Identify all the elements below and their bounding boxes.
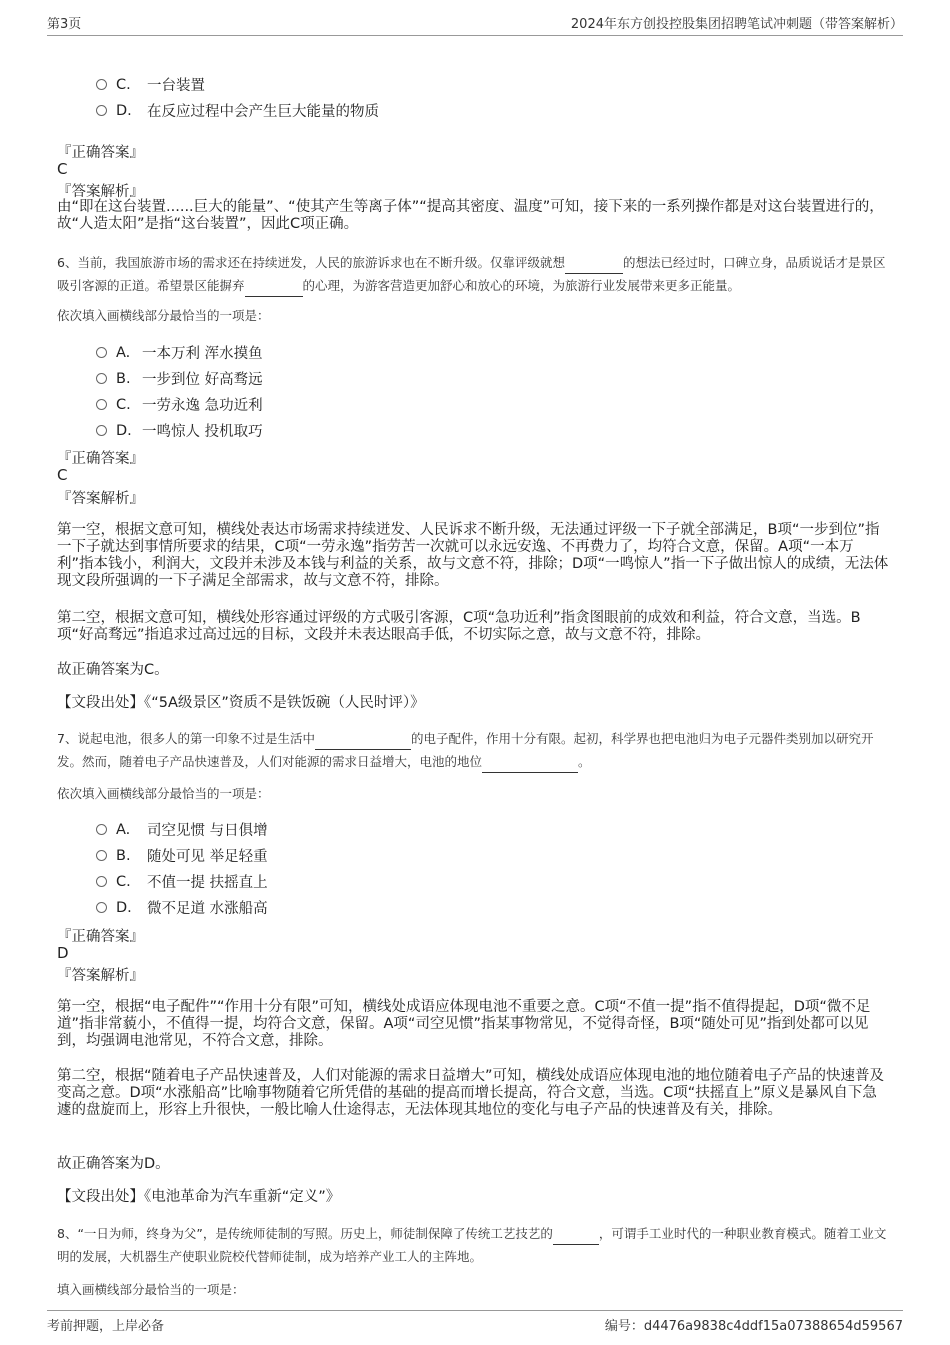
radio-icon[interactable] [96,902,107,913]
q8-blank-1 [553,1229,599,1245]
q6-analysis-label: 『答案解析』 [57,491,144,507]
radio-icon[interactable] [96,824,107,835]
radio-icon[interactable] [96,373,107,384]
q6-analysis-para-2: 第二空，根据文意可知，横线处形容通过评级的方式吸引客源，C项“急功近利”指贪图眼前的成效和利益，符合文意，当选。B项“好高骛远”指追求过高过远的目标，文段并未表达眼高手低，不切实际之意，故与文意不符，排除。 [57,610,861,643]
q7-analysis-para-1: 第一空，根据“电子配件”“作用十分有限”可知，横线处成语应体现电池不重要之意。C项“不值一提”指不值得提起，D项“微不足道”指非常藐小，不值得一提，均符合文意，保留。A项“司空见惯”指某事物常见，不觉得奇怪，B项“随处可见”指到处都可以见到，均强调电池常见，不符合文意，排除。 [57,999,871,1049]
page-number: 第3页 [47,17,82,32]
q6-question: 6、当前，我国旅游市场的需求还在持续迸发，人民的旅游诉求也在不断升级。仅靠评级就想 的想法已经过时，口碑立身，品质说话才是景区吸引客源的正道。希望景区能摒弃 的心理，为游客营造更加舒心和放心的环境，为旅游行业发展带来更多正能量。 [57,251,893,297]
q5-answer-label: 『正确答案』 [57,145,144,161]
q7-blank-2 [482,757,578,773]
q6-blank-1 [565,258,623,274]
q6-analysis-para-1: 第一空，根据文意可知，横线处表达市场需求持续迸发、人民诉求不断升级，无法通过评级一下子就全部满足，B项“一步到位”指一下子就达到事情所要求的结果，C项“一劳永逸”指劳苦一次就可以永远安逸、不再费力了，均符合文意，保留。A项“一本万利”指本钱小，利润大，文段并未涉及本钱与利益的关系，故与文意不符，排除；D项“一鸣惊人”指一下子做出惊人的成绩，无法体现文段所强调的一下子满足全部需求，故与文意不符，排除。 [57,522,889,589]
q6-blank-2 [245,281,303,297]
q6-conclusion: 故正确答案为C。 [57,662,169,678]
q7-instruction: 依次填入画横线部分最恰当的一项是： [57,786,270,801]
q6-option-d[interactable]: D. 一鸣惊人 投机取巧 [96,420,263,441]
q7-question: 7、说起电池，很多人的第一印象不过是生活中 的电子配件，作用十分有限。起初，科学界也把电池归为电子元器件类别加以研究开发。然而，随着电子产品快速普及，人们对能源的需求日益增大，电池的地位 。 [57,727,893,773]
q6-option-b[interactable]: B. 一步到位 好高骛远 [96,368,263,389]
q5-option-d[interactable]: D. 在反应过程中会产生巨大能量的物质 [96,100,379,121]
q5-analysis: 由“即在这台装置......巨大的能量”、“使其产生等离子体”“提高其密度、温度”可知，接下来的一系列操作都是对这台装置进行的，故“人造太阳”是指“这台装置”，因此C项正确。 [57,199,884,232]
footer-slogan: 考前押题，上岸必备 [47,1319,165,1334]
q6-answer: C [57,466,68,484]
page-footer [47,1310,903,1333]
document-code: 编号：d4476a9838c4ddf15a07388654d59567 [604,1319,903,1334]
radio-icon[interactable] [96,105,107,116]
q7-conclusion: 故正确答案为D。 [57,1156,170,1172]
q7-source: 【文段出处】《电池革命为汽车重新“定义”》 [57,1189,341,1205]
radio-icon[interactable] [96,850,107,861]
q6-instruction: 依次填入画横线部分最恰当的一项是： [57,308,270,323]
document-title: 2024年东方创投控股集团招聘笔试冲刺题（带答案解析） [570,17,903,32]
q5-analysis-label: 『答案解析』 [57,184,144,200]
q7-blank-1 [315,734,411,750]
radio-icon[interactable] [96,399,107,410]
q7-analysis-para-2: 第二空，根据“随着电子产品快速普及，人们对能源的需求日益增大”可知，横线处成语应体现电池的地位随着电子产品的快速普及变高之意。D项“水涨船高”比喻事物随着它所凭借的基础的提高而增长提高，符合文意，当选。C项“扶摇直上”原义是暴风自下急遽的盘旋而上，形容上升很快，一般比喻人仕途得志，无法体现其地位的变化与电子产品的快速普及有关，排除。 [57,1068,885,1118]
page-header [47,13,903,36]
q7-analysis-label: 『答案解析』 [57,968,144,984]
q7-answer-label: 『正确答案』 [57,929,144,945]
q7-answer: D [57,944,69,962]
radio-icon[interactable] [96,79,107,90]
q8-instruction: 填入画横线部分最恰当的一项是： [57,1282,245,1297]
q7-option-c[interactable]: C. 不值一提 扶摇直上 [96,871,268,892]
q8-question: 8、“一日为师，终身为父”，是传统师徒制的写照。历史上，师徒制保障了传统工艺技艺的 ，可谓手工业时代的一种职业教育模式。随着工业文明的发展，大机器生产使职业院校代替师徒制，成为培养产业工人的主阵地。 [57,1226,887,1264]
q5-option-c[interactable]: C. 一台装置 [96,74,205,95]
radio-icon[interactable] [96,347,107,358]
q7-option-b[interactable]: B. 随处可见 举足轻重 [96,845,268,866]
q6-answer-label: 『正确答案』 [57,451,144,467]
radio-icon[interactable] [96,425,107,436]
q6-source: 【文段出处】《“5A级景区”资质不是铁饭碗（人民时评）》 [57,695,425,711]
q7-option-d[interactable]: D. 微不足道 水涨船高 [96,897,268,918]
radio-icon[interactable] [96,876,107,887]
q7-option-a[interactable]: A. 司空见惯 与日俱增 [96,819,268,840]
q5-answer: C [57,160,68,178]
q6-option-a[interactable]: A. 一本万利 浑水摸鱼 [96,342,263,363]
q6-option-c[interactable]: C. 一劳永逸 急功近利 [96,394,263,415]
